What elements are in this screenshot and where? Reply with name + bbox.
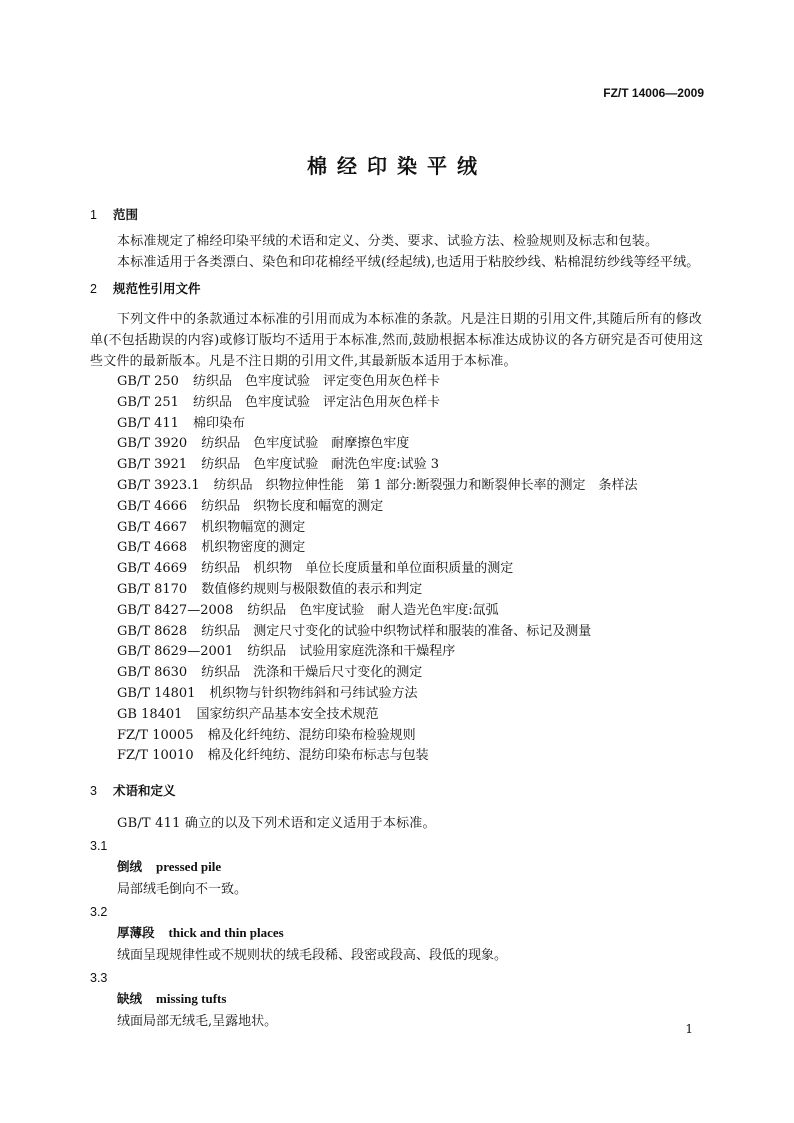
reference-title: 棉及化纤纯纺、混纺印染布检验规则 xyxy=(207,727,416,743)
reference-title: 机织物幅宽的测定 xyxy=(201,519,306,535)
reference-title: 机织物密度的测定 xyxy=(201,540,306,556)
term-entry xyxy=(90,836,705,900)
reference-item xyxy=(90,476,705,497)
section-title: 术语和定义 xyxy=(113,783,176,799)
reference-item xyxy=(90,580,705,601)
page-number: 1 xyxy=(685,1022,693,1036)
section-2-heading xyxy=(90,279,705,299)
reference-title: 纺织品 色牢度试验 评定沾色用灰色样卡 xyxy=(192,394,440,410)
section-3-heading xyxy=(90,781,705,801)
term-chinese: 缺绒 xyxy=(117,991,143,1007)
reference-code: GB/T 4666 xyxy=(117,498,188,514)
reference-code: GB/T 4667 xyxy=(117,519,188,535)
term-definition: 局部绒毛倒向不一致。 xyxy=(117,882,248,898)
reference-code: GB/T 411 xyxy=(117,415,179,431)
reference-title: 国家纺织产品基本安全技术规范 xyxy=(196,706,379,722)
reference-title: 纺织品 色牢度试验 耐洗色牢度:试验 3 xyxy=(201,457,440,473)
reference-code: GB/T 251 xyxy=(117,394,179,410)
term-definition: 绒面呈现规律性或不规则状的绒毛段稀、段密或段高、段低的现象。 xyxy=(117,948,508,964)
reference-title: 纺织品 机织物 单位长度质量和单位面积质量的测定 xyxy=(201,561,514,577)
reference-code: GB/T 3923.1 xyxy=(117,477,200,493)
paragraph: 本标准适用于各类漂白、染色和印花棉经平绒(经起绒),也适用于粘胶纱线、粘棉混纺纱线等经平绒。 xyxy=(117,255,700,270)
section-number: 1 xyxy=(90,208,97,222)
reference-item xyxy=(90,705,705,726)
reference-item xyxy=(90,434,705,455)
section-number: 3 xyxy=(90,784,97,799)
reference-code: GB/T 4668 xyxy=(117,540,188,556)
reference-code: GB/T 8630 xyxy=(117,665,188,681)
reference-title: 数值修约规则与极限数值的表示和判定 xyxy=(201,581,423,597)
reference-item xyxy=(90,601,705,622)
reference-code: GB/T 8170 xyxy=(117,581,188,597)
term-entry xyxy=(90,968,705,1032)
reference-item xyxy=(90,497,705,518)
reference-title: 纺织品 织物拉伸性能 第 1 部分:断裂强力和断裂伸长率的测定 条样法 xyxy=(213,477,638,493)
reference-title: 纺织品 测定尺寸变化的试验中织物试样和服装的准备、标记及测量 xyxy=(201,623,592,639)
section-title: 范围 xyxy=(113,207,139,222)
reference-item xyxy=(90,538,705,559)
paragraph: GB/T 411 确立的以及下列术语和定义适用于本标准。 xyxy=(117,816,436,832)
document-title: 棉经印染平绒 xyxy=(307,154,487,178)
term-english: pressed pile xyxy=(156,859,222,875)
reference-title: 纺织品 色牢度试验 评定变色用灰色样卡 xyxy=(192,374,440,389)
term-chinese: 厚薄段 xyxy=(117,925,155,941)
reference-title: 机织物与针织物纬斜和弓纬试验方法 xyxy=(209,685,418,701)
reference-title: 棉及化纤纯纺、混纺印染布标志与包装 xyxy=(207,748,429,764)
term-name xyxy=(90,922,705,945)
reference-code: GB/T 4669 xyxy=(117,561,188,577)
reference-code: GB/T 8628 xyxy=(117,623,188,639)
reference-code: GB/T 8427—2008 xyxy=(117,602,234,618)
term-entry xyxy=(90,902,705,966)
reference-item xyxy=(90,663,705,684)
reference-item xyxy=(90,414,705,435)
reference-title: 纺织品 色牢度试验 耐人造光色牢度:氙弧 xyxy=(247,602,499,618)
reference-code: GB/T 14801 xyxy=(117,685,196,701)
reference-item xyxy=(90,393,705,414)
reference-title: 纺织品 色牢度试验 耐摩擦色牢度 xyxy=(201,436,410,452)
reference-title: 纺织品 织物长度和幅宽的测定 xyxy=(201,498,384,514)
term-number: 3.2 xyxy=(90,905,108,920)
reference-item xyxy=(90,622,705,643)
reference-title: 纺织品 试验用家庭洗涤和干燥程序 xyxy=(247,644,456,660)
reference-code: GB 18401 xyxy=(117,706,183,722)
reference-item xyxy=(90,726,705,747)
term-number: 3.1 xyxy=(90,839,108,854)
term-definition: 绒面局部无绒毛,呈露地状。 xyxy=(117,1014,278,1030)
reference-code: GB/T 3921 xyxy=(117,457,188,473)
reference-code: GB/T 3920 xyxy=(117,436,188,452)
reference-code: GB/T 250 xyxy=(117,374,179,389)
reference-title: 棉印染布 xyxy=(192,415,245,431)
term-chinese: 倒绒 xyxy=(117,859,143,875)
reference-title: 纺织品 洗涤和干燥后尺寸变化的测定 xyxy=(201,665,423,681)
reference-item xyxy=(90,559,705,580)
term-name xyxy=(90,856,705,879)
reference-code: FZ/T 10005 xyxy=(117,727,194,743)
section-1-heading xyxy=(90,205,705,225)
spacer xyxy=(90,767,705,781)
reference-list xyxy=(90,372,705,767)
reference-code: GB/T 8629—2001 xyxy=(117,644,234,660)
reference-item xyxy=(90,518,705,539)
reference-item xyxy=(90,746,705,767)
document-body xyxy=(90,205,705,1032)
term-english: thick and thin places xyxy=(168,925,284,941)
term-name xyxy=(90,988,705,1011)
reference-item xyxy=(90,455,705,476)
paragraph: 本标准规定了棉经印染平绒的术语和定义、分类、要求、试验方法、检验规则及标志和包装。 xyxy=(117,234,659,249)
term-english: missing tufts xyxy=(156,991,227,1007)
paragraph: 下列文件中的条款通过本标准的引用而成为本标准的条款。凡是注日期的引用文件,其随后所有的修改单(不包括勘误的内容)或修订版均不适用于本标准,然而,鼓励根据本标准达成协议的各方研究是否可使用这些文件的最新版本。凡是不注日期的引用文件,其最新版本适用于本标准。 xyxy=(90,312,704,369)
standard-number: FZ/T 14006—2009 xyxy=(603,86,704,100)
section-title: 规范性引用文件 xyxy=(113,281,201,296)
reference-item xyxy=(90,642,705,663)
reference-item xyxy=(90,372,705,393)
section-number: 2 xyxy=(90,282,97,296)
reference-code: FZ/T 10010 xyxy=(117,748,194,764)
term-number: 3.3 xyxy=(90,971,108,986)
reference-item xyxy=(90,684,705,705)
